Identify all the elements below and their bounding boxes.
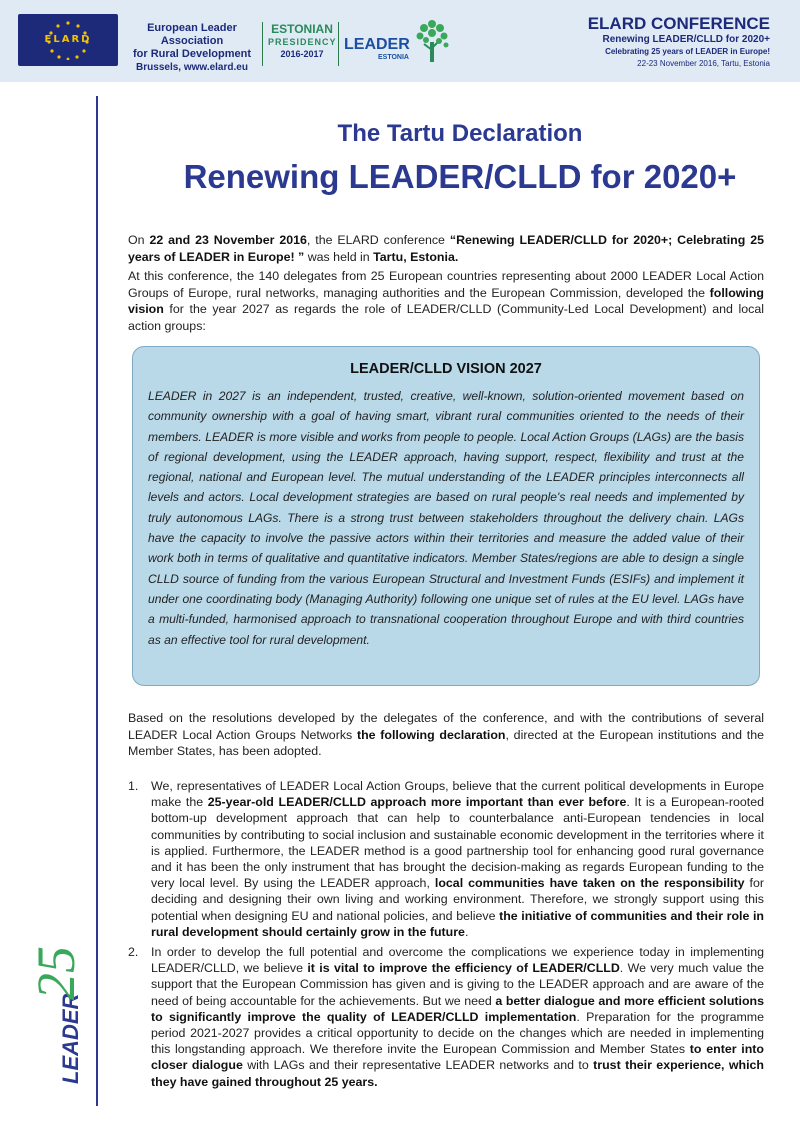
page-header [0,0,800,82]
presidency-years: 2016-2017 [280,49,324,59]
conference-subtitle: Renewing LEADER/CLLD for 2020+ [602,34,770,45]
conference-celebrating: Celebrating 25 years of LEADER in Europe! [605,47,770,56]
org-name [126,22,258,74]
divider [338,22,339,66]
tree-icon [412,18,452,64]
presidency-line2: PRESIDENCY [268,37,337,47]
side-logo-word: LEADER [58,993,83,1084]
list-number: 1. [128,779,139,793]
intro-paragraph: On 22 and 23 November 2016, the ELARD conference “Renewing LEADER/CLLD for 2020+; Celebrating 25 years of LEADER in Europe! ” was held in Tartu, Estonia. [128,233,764,264]
org-location: Brussels, www.elard.eu [136,62,248,73]
vision-heading: LEADER/CLLD VISION 2027 [350,361,542,377]
left-rule [96,96,98,1106]
org-name-line2: for Rural Development [133,48,251,60]
page-subtitle: Renewing LEADER/CLLD for 2020+ [183,158,737,195]
presidency-logo [268,22,336,60]
divider [262,22,263,66]
vision-box [132,346,760,686]
leader-estonia-sub: ESTONIA [378,54,409,61]
leader-25-logo [8,910,88,1090]
elard-logo-text: ELARD [44,34,92,45]
org-name-line1: European Leader Association [147,22,237,47]
side-logo-number: 25 [26,946,86,1000]
declaration-intro-paragraph: Based on the resolutions developed by the delegates of the conference, and with the contributions of several LEADER Local Action Groups Networks the following declaration, directed at the European institutions and the Member States, has been adopted. [128,711,764,758]
page-title: The Tartu Declaration [337,120,583,147]
list-item: 1. We, representatives of LEADER Local Action Groups, believe that the current political developments in Europe make the 25-year-old LEADER/CLLD approach more important than ever before. It is a European-rooted bottom-up development approach that can help to counterbalance anti-European tendencies in local communities by contributing to social inclusion and sustainable economic development in the territories where it is applied. Furthermore, the LEADER method is a good partnership tool for enhancing good rural governance and it has been the only instrument that has brought the decision-making as regards European funding to the very local level. By using the LEADER approach, local communities have taken on the responsibility for deciding and designing their own living and working environment. Therefore, we strongly support using this potential when designing EU and national policies, and believe the initiative of communities and their role in rural development should certainly grow in the future. [128,779,765,939]
presidency-line1: ESTONIAN [271,22,333,36]
list-item: 2. In order to develop the full potential and overcome the complications we experience today in implementing LEADER/CLLD, we believe it is vital to improve the efficiency of LEADER/CLLD. We very much value the support that the European Commission has given and is giving to the LEADER approach and are aware of the need of being accountable for the achievements. But we need a better dialogue and more efficient solutions to significantly improve the quality of LEADER/CLLD implementation. Preparation for the programme period 2021-2027 provides a critical opportunity to decide on the changes which are needed in implementing this longstanding approach. We therefore invite the European Commission and Member States to enter into closer dialogue with LAGs and their representative LEADER networks and to trust their experience, which they have gained throughout 25 years. [128,945,764,1089]
elard-logo [18,14,118,66]
vision-text: LEADER in 2027 is an independent, trusted, creative, well-known, solution-oriented movement based on community ownership with a goal of having smart, vibrant rural communities oriented to the needs of their members. LEADER is more visible and works from people to people. Local Action Groups (LAGs) are the basis of regional development, using the LEADER approach, having support, respect, flexibility and trust at the regional, national and European level. The mutual understanding of the LEADER principles interconnects all levels and actors. Local development strategies are based on rural people's real needs and implemented by truly autonomous LAGs. There is a strong trust between stakeholders throughout the delivery chain. LAGs have the capacity to involve the passive actors within their territories and measure the added value of their work both in terms of qualitative and quantitative indicators. Member States/regions are able to design a single CLLD source of funding from the various European Structural and Investment Funds (ESIFs) and implement it under one coordinating body (Managing Authority) following one unique set of rules at the EU level. LAGs have a multi-funded, harmonised approach to transnational cooperation throughout Europe and with third countries as an effective tool for rural development. [148,389,744,647]
conference-date: 22-23 November 2016, Tartu, Estonia [637,59,770,68]
conference-info [510,14,770,71]
list-number: 2. [128,945,139,960]
conference-title: ELARD CONFERENCE [587,14,770,33]
leader-estonia-logo: LEADER [344,36,410,53]
declaration-list [128,778,764,1094]
delegates-paragraph: At this conference, the 140 delegates from 25 European countries representing about 2000 LEADER Local Action Groups of Europe, rural networks, managing authorities and the European Commission, developed the following vision for the year 2027 as regards the role of LEADER/CLLD (Community-Led Local Development) and local action groups: [128,269,764,333]
